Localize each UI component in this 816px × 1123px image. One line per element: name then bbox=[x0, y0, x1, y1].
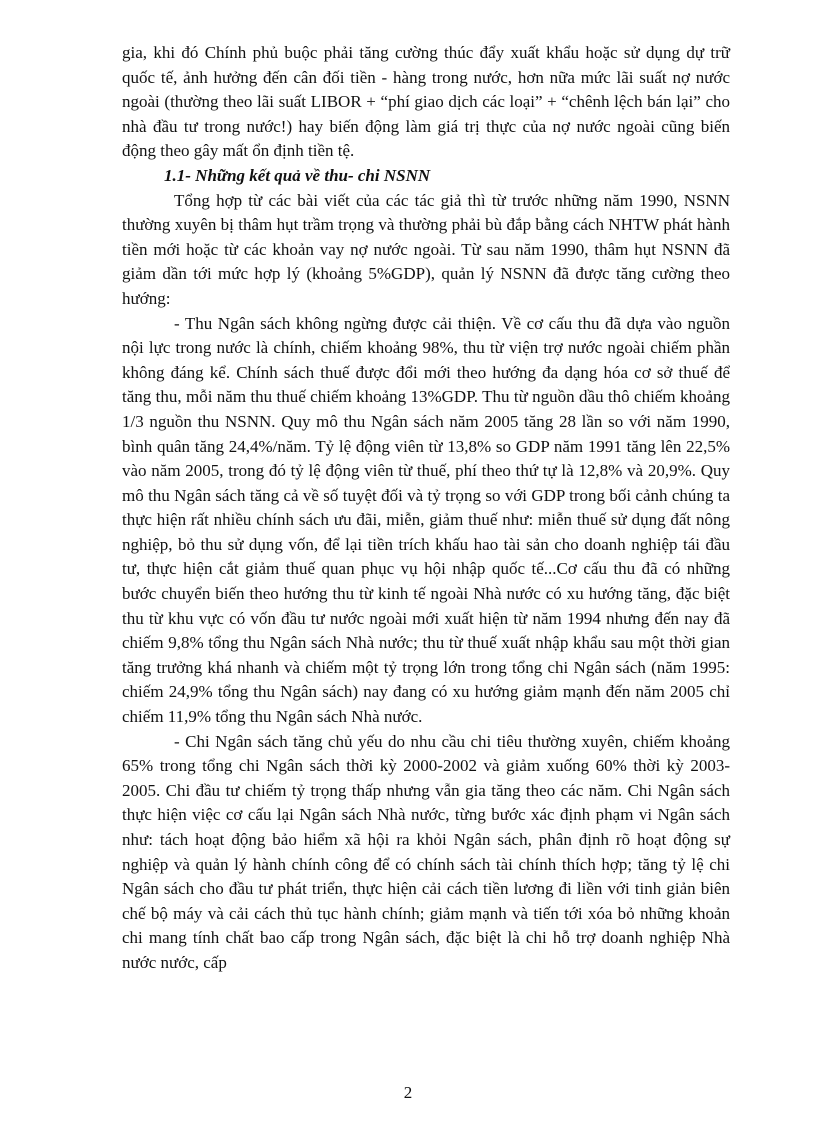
page-number: 2 bbox=[403, 1083, 413, 1102]
section-heading: 1.1- Những kết quả về thu- chi NSNN bbox=[164, 165, 431, 185]
paragraph-summary: Tổng hợp từ các bài viết của các tác giả thì từ trước những năm 1990, NSNN thường xuyên bị thâm hụt trầm trọng và thường phải bù đắp bằng cách NHTW phát hành tiền mới hoặc từ các khoản vay nợ nước ngoài. Từ sau năm 1990, thâm hụt NSNN đã giảm dần tới mức hợp lý (khoảng 5%GDP), quản lý NSNN đã được tăng cường theo hướng: bbox=[122, 190, 730, 308]
paragraph-continuation: gia, khi đó Chính phủ buộc phải tăng cường thúc đẩy xuất khẩu hoặc sử dụng dự trữ quốc tế, ảnh hưởng đến cân đối tiền - hàng trong nước, hơn nữa mức lãi suất nợ nước ngoài (thường theo lãi suất LIBOR + “phí giao dịch các loại” + “chênh lệch bán lại” cho nhà đầu tư trong nước!) hay biến động làm giá trị thực của nợ nước ngoài cũng biến động theo gây mất ổn định tiền tệ. bbox=[122, 43, 730, 161]
paragraph-expenditure: - Chi Ngân sách tăng chủ yếu do nhu cầu chi tiêu thường xuyên, chiếm khoảng 65% trong tổng chi Ngân sách thời kỳ 2000-2002 và giảm xuống 60% thời kỳ 2003-2005. Chi đầu tư chiếm tỷ trọng thấp nhưng vẫn gia tăng theo các năm. Chi Ngân sách thực hiện việc cơ cấu lại Ngân sách Nhà nước, từng bước xác định phạm vi Ngân sách như: tách hoạt động bảo hiểm xã hội ra khỏi Ngân sách, phân định rõ hoạt động sự nghiệp và quản lý hành chính công để có chính sách tài chính thích hợp; tăng tỷ lệ chi Ngân sách cho đầu tư phát triển, thực hiện cải cách tiền lương đi liền với tinh giản biên chế bộ máy và cải cách thủ tục hành chính; giảm mạnh và tiến tới xóa bỏ những khoản chi mang tính chất bao cấp trong Ngân sách, đặc biệt là chi hỗ trợ doanh nghiệp Nhà nước nước, cấp bbox=[122, 731, 730, 972]
page-content bbox=[122, 41, 730, 976]
paragraph-revenue: - Thu Ngân sách không ngừng được cải thiện. Về cơ cấu thu đã dựa vào nguồn nội lực trong nước là chính, chiếm khoảng 98%, thu từ viện trợ nước ngoài chiếm phần không đáng kể. Chính sách thuế được đổi mới theo hướng đa dạng hóa cơ sở thuế để tăng thu, mỗi năm thu thuế chiếm khoảng 13%GDP. Thu từ nguồn dầu thô chiếm khoảng 1/3 nguồn thu NSNN. Quy mô thu Ngân sách năm 2005 tăng 28 lần so với năm 1990, bình quân tăng 24,4%/năm. Tỷ lệ động viên từ 13,8% so GDP năm 1991 tăng lên 22,5% vào năm 2005, trong đó tỷ lệ động viên từ thuế, phí theo thứ tự là 12,8% và 20,9%. Quy mô thu Ngân sách tăng cả về số tuyệt đối và tỷ trọng so với GDP trong bối cảnh chúng ta thực hiện rất nhiều chính sách ưu đãi, miễn, giảm thuế như: miễn thuế sử dụng đất nông nghiệp, bỏ thu sử dụng vốn, để lại tiền trích khấu hao tài sản cho doanh nghiệp tái đầu tư, thực hiện cắt giảm thuế quan phục vụ hội nhập quốc tế...Cơ cấu thu đã có những bước chuyển biến theo hướng thu từ kinh tế ngoài Nhà nước có xu hướng tăng, đặc biệt thu từ khu vực có vốn đầu tư nước ngoài mới xuất hiện từ năm 1994 nhưng đến nay đã chiếm 9,8% tổng thu Ngân sách Nhà nước; thu từ thuế xuất nhập khẩu sau một thời gian tăng trưởng khá nhanh và chiếm một tỷ trọng lớn trong tổng chi Ngân sách (năm 1995: chiếm 24,9% tổng thu Ngân sách) nay đang có xu hướng giảm mạnh đến năm 2005 chỉ chiếm 11,9% tổng thu Ngân sách Nhà nước. bbox=[122, 313, 730, 727]
